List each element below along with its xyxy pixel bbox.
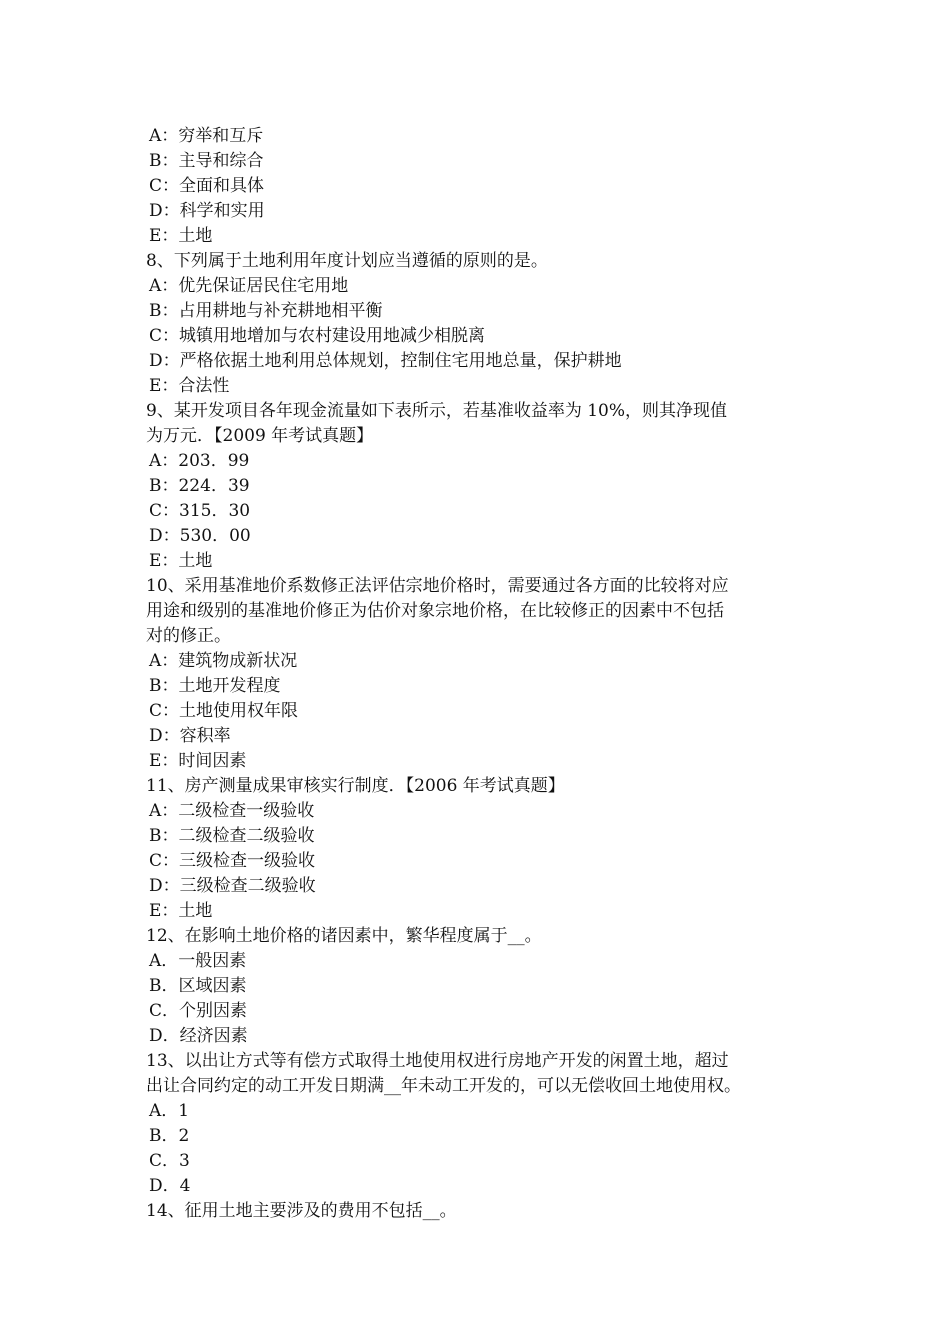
answer-option: D：三级检查二级验收 <box>149 876 316 896</box>
answer-option: C．个别因素 <box>149 1001 248 1021</box>
answer-option: B：二级检查二级验收 <box>149 826 315 846</box>
answer-option: D：严格依据土地利用总体规划，控制住宅用地总量，保护耕地 <box>149 351 622 371</box>
answer-option: B．2 <box>149 1126 190 1146</box>
question-text-line: 8、下列属于土地利用年度计划应当遵循的原则的是。 <box>146 251 548 271</box>
answer-option: C：全面和具体 <box>149 176 265 196</box>
answer-option: A：二级检查一级验收 <box>149 801 315 821</box>
question-text-line: 13、以出让方式等有偿方式取得土地使用权进行房地产开发的闲置土地，超过 <box>146 1051 729 1071</box>
answer-option: A：203．99 <box>149 451 250 471</box>
answer-option: A：优先保证居民住宅用地 <box>149 276 349 296</box>
question <box>146 1049 808 1099</box>
answer-option: B：土地开发程度 <box>149 676 281 696</box>
answer-option: A．一般因素 <box>149 951 247 971</box>
question <box>146 574 808 649</box>
question <box>146 399 808 449</box>
question-text-line: 出让合同约定的动工开发日期满__年未动工开发的，可以无偿收回土地使用权。 <box>146 1076 741 1096</box>
answer-option: C．3 <box>149 1151 190 1171</box>
answer-option: D：科学和实用 <box>149 201 265 221</box>
answer-option: E：合法性 <box>149 376 230 396</box>
question-text-line: 14、征用土地主要涉及的费用不包括__。 <box>146 1201 457 1221</box>
question <box>146 774 808 799</box>
answer-option: B：占用耕地与补充耕地相平衡 <box>149 301 383 321</box>
question-text-line: 9、某开发项目各年现金流量如下表所示，若基准收益率为 10%，则其净现值 <box>146 401 728 421</box>
question-text-line: 12、在影响土地价格的诸因素中，繁华程度属于__。 <box>146 926 542 946</box>
answer-option: D：容积率 <box>149 726 231 746</box>
answer-option: E：土地 <box>149 551 213 571</box>
question-text-line: 用途和级别的基准地价修正为估价对象宗地价格，在比较修正的因素中不包括 <box>146 601 724 621</box>
answer-option: C：三级检查一级验收 <box>149 851 316 871</box>
answer-option: A．1 <box>149 1101 190 1121</box>
document-body <box>146 124 808 1224</box>
question-text-line: 10、采用基准地价系数修正法评估宗地价格时，需要通过各方面的比较将对应 <box>146 576 729 596</box>
answer-option: D．经济因素 <box>149 1026 248 1046</box>
answer-option: D：530．00 <box>149 526 251 546</box>
answer-option: E：时间因素 <box>149 751 247 771</box>
answer-option: B：主导和综合 <box>149 151 264 171</box>
answer-option: B：224．39 <box>149 476 250 496</box>
answer-option: C：315．30 <box>149 501 251 521</box>
answer-option: C：城镇用地增加与农村建设用地减少相脱离 <box>149 326 486 346</box>
answer-option: A：建筑物成新状况 <box>149 651 298 671</box>
answer-option: E：土地 <box>149 226 213 246</box>
answer-option: C：土地使用权年限 <box>149 701 299 721</box>
answer-option: A：穷举和互斥 <box>149 126 264 146</box>
question <box>146 924 808 949</box>
question <box>146 249 808 274</box>
question <box>146 1199 808 1224</box>
question-text-line: 对的修正。 <box>146 626 231 646</box>
answer-option: D．4 <box>149 1176 191 1196</box>
question-text-line: 11、房产测量成果审核实行制度．【2006 年考试真题】 <box>146 776 565 796</box>
answer-option: B．区域因素 <box>149 976 247 996</box>
question-text-line: 为万元．【2009 年考试真题】 <box>146 426 374 446</box>
answer-option: E：土地 <box>149 901 213 921</box>
